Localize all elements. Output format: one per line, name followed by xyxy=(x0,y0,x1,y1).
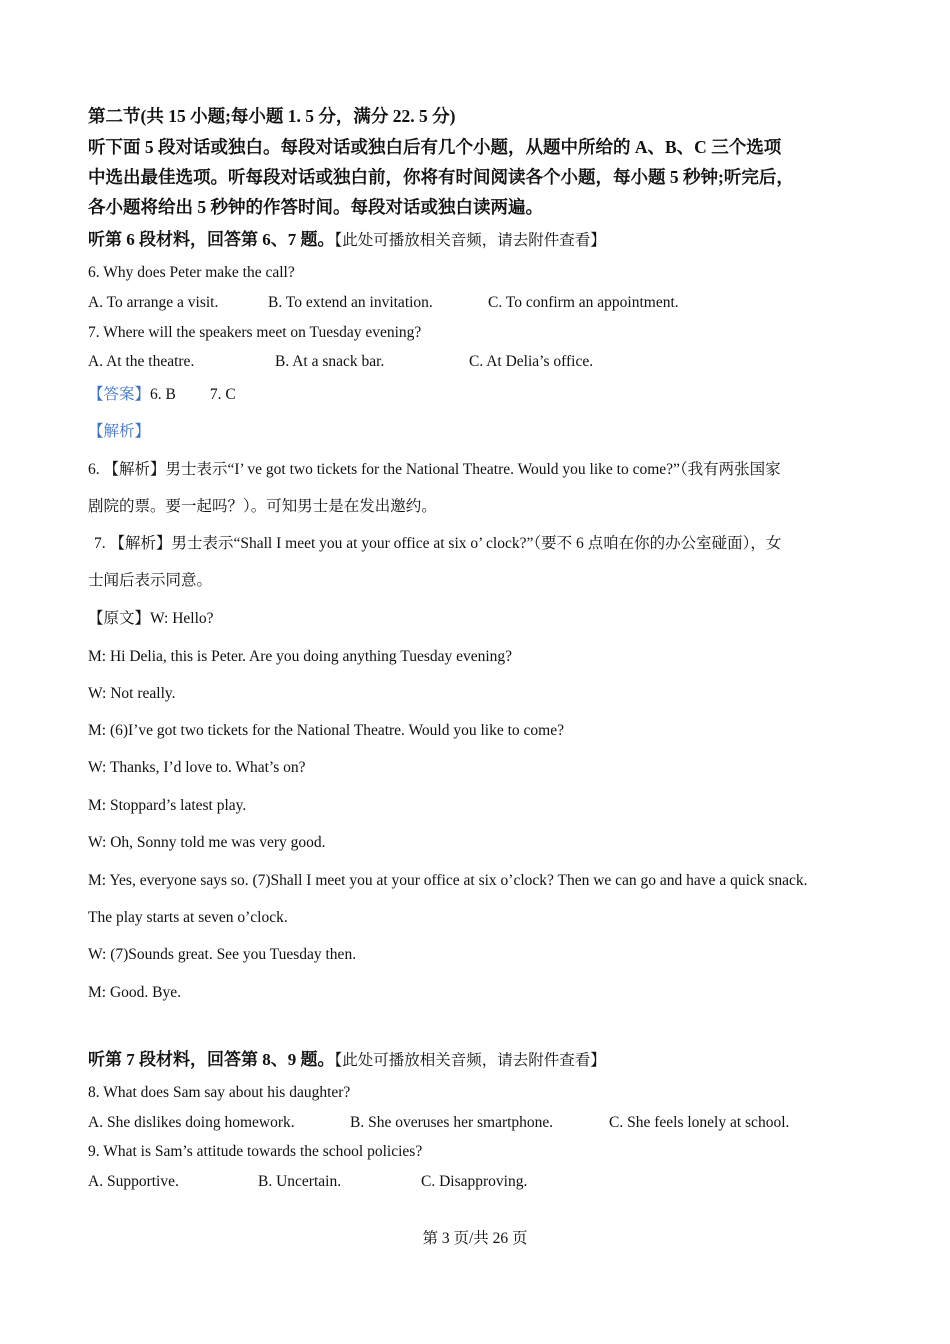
answer-6: 6. B xyxy=(150,386,176,403)
q8-option-c: C. She feels lonely at school. xyxy=(609,1114,790,1131)
transcript-line-10: W: (7)Sounds great. See you Tuesday then. xyxy=(88,946,357,963)
q6-stem: 6. Why does Peter make the call? xyxy=(88,264,295,281)
transcript-line-3: W: Not really. xyxy=(88,685,176,702)
section-title: 第二节(共 15 小题;每小题 1. 5 分，满分 22. 5 分) xyxy=(88,106,456,126)
transcript-line-6: M: Stoppard’s latest play. xyxy=(88,797,247,814)
q7-option-a: A. At the theatre. xyxy=(88,353,195,370)
transcript-line-9: The play starts at seven o’clock. xyxy=(88,909,288,926)
transcript-line-2: M: Hi Delia, this is Peter. Are you doing anything Tuesday evening? xyxy=(88,648,513,665)
analysis-7-line-2: 士闻后表示同意。 xyxy=(88,572,213,589)
transcript-line-5: W: Thanks, I’d love to. What’s on? xyxy=(88,759,306,776)
q6-option-a: A. To arrange a visit. xyxy=(88,294,219,311)
instructions-line-2: 中选出最佳选项。听每段对话或独白前，你将有时间阅读各个小题，每小题 5 秒钟;听完后， xyxy=(88,167,794,187)
analysis-6-line-2: 剧院的票。要一起吗？）。可知男士是在发出邀约。 xyxy=(88,498,437,515)
q7-stem: 7. Where will the speakers meet on Tuesday evening? xyxy=(88,324,422,341)
transcript-line-8: M: Yes, everyone says so. (7)Shall I meet you at your office at six o’clock? Then we can go and have a quick snack. xyxy=(88,872,808,889)
q7-option-b: B. At a snack bar. xyxy=(275,353,385,370)
q9-option-c: C. Disapproving. xyxy=(421,1173,528,1190)
q8-stem: 8. What does Sam say about his daughter? xyxy=(88,1084,351,1101)
transcript-line-4: M: (6)I’ve got two tickets for the National Theatre. Would you like to come? xyxy=(88,722,564,739)
q8-option-b: B. She overuses her smartphone. xyxy=(350,1114,554,1131)
q9-stem: 9. What is Sam’s attitude towards the school policies? xyxy=(88,1143,423,1160)
part6-heading-text: 听第 6 段材料，回答第 6、7 题。 xyxy=(88,230,335,249)
answer-line xyxy=(88,385,236,405)
part7-audio-note: 【此处可播放相关音频，请去附件查看】 xyxy=(334,1052,606,1069)
analysis-tag: 【解析】 xyxy=(88,423,151,440)
part6-audio-note: 【此处可播放相关音频，请去附件查看】 xyxy=(334,232,606,249)
analysis-7-line-1: 7. 【解析】男士表示“Shall I meet you at your office at six o’ clock?”（要不 6 点咱在你的办公室碰面），女 xyxy=(94,535,782,552)
answer-7: 7. C xyxy=(209,386,236,403)
part7-heading xyxy=(88,1050,606,1071)
q7-option-c: C. At Delia’s office. xyxy=(469,353,594,370)
transcript-line-7: W: Oh, Sonny told me was very good. xyxy=(88,834,326,851)
q9-option-b: B. Uncertain. xyxy=(258,1173,342,1190)
page-footer: 第 3 页/共 26 页 xyxy=(422,1230,528,1247)
q6-option-c: C. To confirm an appointment. xyxy=(488,294,679,311)
answer-tag: 【答案】 xyxy=(88,386,151,403)
q9-option-a: A. Supportive. xyxy=(88,1173,179,1190)
part6-heading xyxy=(88,230,606,251)
instructions-line-3: 各小题将给出 5 秒钟的作答时间。每段对话或独白读两遍。 xyxy=(88,197,543,217)
analysis-6-line-1: 6. 【解析】男士表示“I’ ve got two tickets for the National Theatre. Would you like to come?”（我有两张国家 xyxy=(88,461,781,478)
transcript-line-11: M: Good. Bye. xyxy=(88,984,181,1001)
instructions-line-1: 听下面 5 段对话或独白。每段对话或独白后有几个小题，从题中所给的 A、B、C 三个选项 xyxy=(88,137,782,157)
q6-option-b: B. To extend an invitation. xyxy=(268,294,433,311)
q8-option-a: A. She dislikes doing homework. xyxy=(88,1114,295,1131)
transcript-line-1: 【原文】W: Hello? xyxy=(88,610,214,627)
part7-heading-text: 听第 7 段材料，回答第 8、9 题。 xyxy=(88,1050,335,1069)
